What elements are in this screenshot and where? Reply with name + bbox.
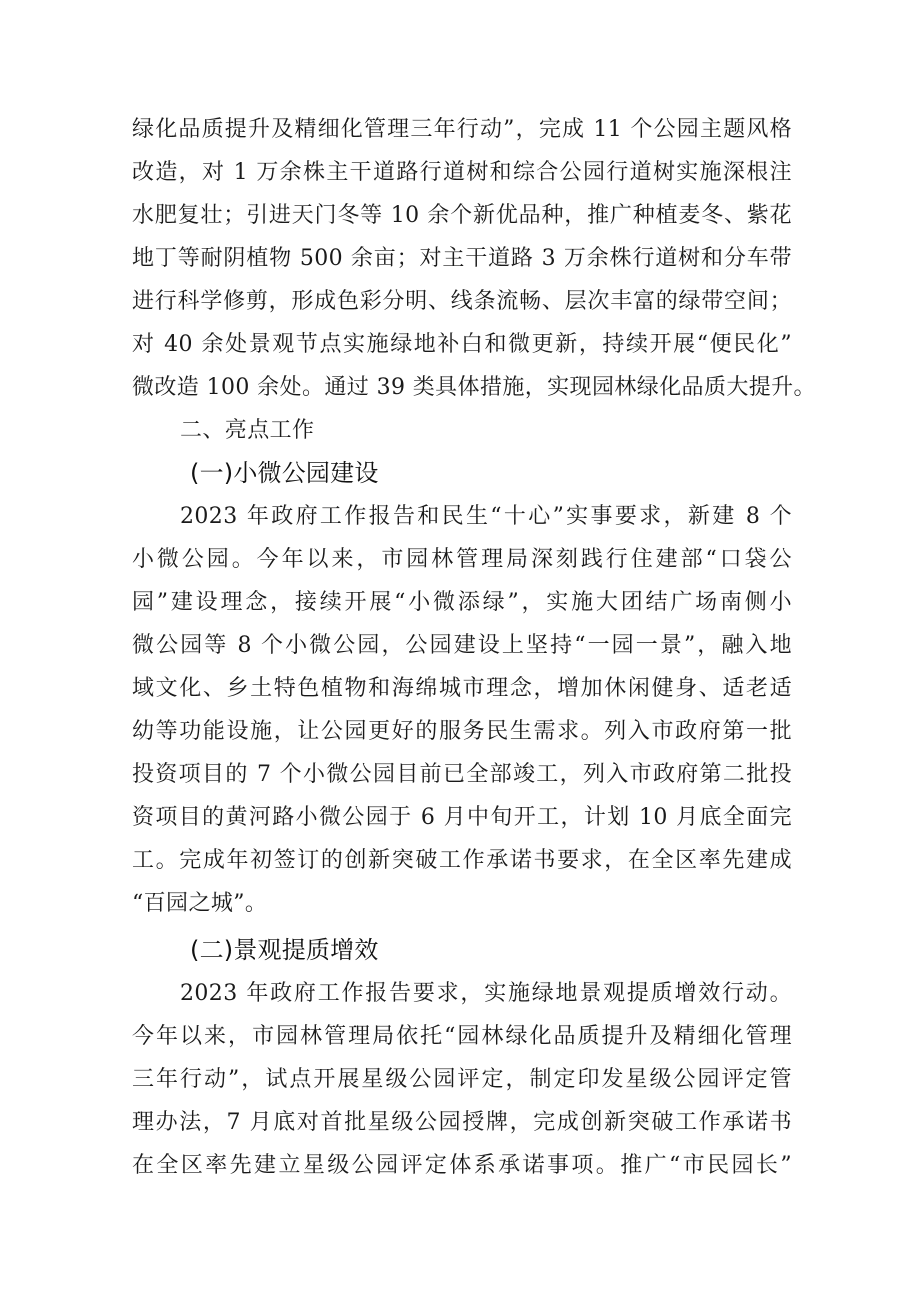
section-title: 二、亮点工作 xyxy=(180,418,315,443)
sub1-line-4: 微公园等 8 个小微公园，公园建设上坚持“一园一景”，融入地 xyxy=(132,633,792,658)
intro-line-3: 水肥复壮；引进天门冬等 10 余个新优品种，推广种植麦冬、紫花 xyxy=(132,203,792,228)
sub2-line-3: 三年行动”，试点开展星级公园评定，制定印发星级公园评定管 xyxy=(132,1067,792,1092)
intro-line-4: 地丁等耐阴植物 500 余亩；对主干道路 3 万余株行道树和分车带 xyxy=(132,246,792,271)
sub1-line-7: 投资项目的 7 个小微公园目前已全部竣工，列入市政府第二批投 xyxy=(132,762,792,787)
sub1-line-10: “百园之城”。 xyxy=(132,891,268,916)
intro-line-5: 进行科学修剪，形成色彩分明、线条流畅、层次丰富的绿带空间； xyxy=(132,289,792,314)
sub1-line-6: 幼等功能设施，让公园更好的服务民生需求。列入市政府第一批 xyxy=(132,719,792,744)
intro-line-6: 对 40 余处景观节点实施绿地补白和微更新，持续开展“便民化” xyxy=(132,332,792,357)
sub2-line-1: 2023 年政府工作报告要求，实施绿地景观提质增效行动。 xyxy=(180,981,792,1006)
sub1-line-5: 域文化、乡土特色植物和海绵城市理念，增加休闲健身、适老适 xyxy=(132,676,792,701)
sub1-line-1: 2023 年政府工作报告和民生“十心”实事要求，新建 8 个 xyxy=(180,504,792,529)
sub2-line-5: 在全区率先建立星级公园评定体系承诺事项。推广“市民园长” xyxy=(132,1153,792,1178)
intro-line-1: 绿化品质提升及精细化管理三年行动”，完成 11 个公园主题风格 xyxy=(132,117,792,142)
sub1-line-3: 园”建设理念，接续开展“小微添绿”，实施大团结广场南侧小 xyxy=(132,590,792,615)
sub2-line-2: 今年以来，市园林管理局依托“园林绿化品质提升及精细化管理 xyxy=(132,1024,792,1049)
intro-line-7: 微改造 100 余处。通过 39 类具体措施，实现园林绿化品质大提升。 xyxy=(132,375,816,400)
subsection-heading-1: (一)小微公园建设 xyxy=(190,459,379,487)
subsection-heading-2: (二)景观提质增效 xyxy=(190,936,379,964)
intro-line-2: 改造，对 1 万余株主干道路行道树和综合公园行道树实施深根注 xyxy=(132,160,792,185)
sub1-line-2: 小微公园。今年以来，市园林管理局深刻践行住建部“口袋公 xyxy=(132,547,792,572)
sub2-line-4: 理办法，7 月底对首批星级公园授牌，完成创新突破工作承诺书 xyxy=(132,1110,792,1135)
sub1-line-8: 资项目的黄河路小微公园于 6 月中旬开工，计划 10 月底全面完 xyxy=(132,805,792,830)
sub1-line-9: 工。完成年初签订的创新突破工作承诺书要求，在全区率先建成 xyxy=(132,848,792,873)
